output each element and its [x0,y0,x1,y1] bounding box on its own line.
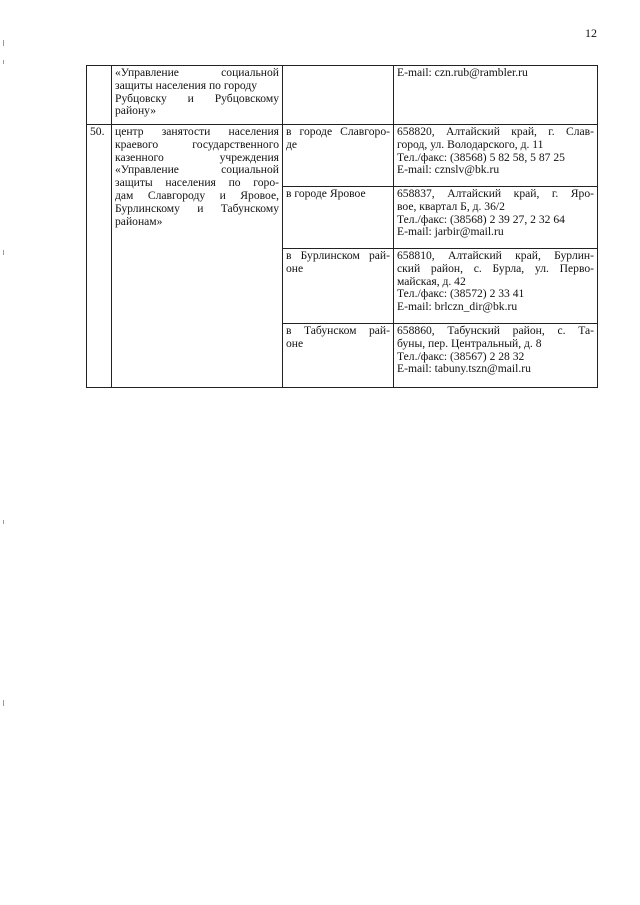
row-number-cell [87,66,112,125]
address-line: 658820, Алтайский край, г. Слав- [397,125,594,138]
area-cell [283,187,394,249]
address-line: 658837, Алтайский край, г. Яро- [397,187,594,200]
area-line: в городе Славгоро- [286,125,390,138]
organization-line: защиты населения по городу [115,78,258,92]
email-line: E-mail: brlczn_dir@bk.ru [397,300,518,314]
area-cell [283,324,394,388]
scan-artifact-mark [3,520,4,524]
page-number: 12 [585,26,597,40]
organization-line: району» [115,104,157,118]
address-line: 658810, Алтайский край, Бурлин- [397,249,594,262]
row-number-cell: 50. [87,125,112,388]
area-line: в Бурлинском рай- [286,249,390,262]
scan-artifact-mark [3,700,4,706]
organization-line: центр занятости населения [115,125,279,138]
address-line: буны, пер. Центральный, д. 8 [397,336,542,350]
organization-cell [112,125,283,388]
phone-line: Тел./факс: (38568) 5 82 58, 5 87 25 [397,150,565,164]
scan-artifact-mark [3,60,4,64]
area-line: в городе Яровое [286,187,366,200]
organization-line: дам Славгороду и Яровое, [115,188,279,202]
area-cell [283,125,394,187]
phone-line: Тел./факс: (38572) 2 33 41 [397,287,525,301]
contact-cell [394,66,598,125]
area-line: оне [286,261,304,275]
regional-offices-table [86,65,598,388]
organization-line: «Управление социальной [115,163,279,177]
email-line: E-mail: czn.rub@rambler.ru [397,66,528,79]
scan-artifact-mark [3,250,4,255]
organization-line: казенного учреждения [115,150,279,164]
contact-cell [394,249,598,324]
area-cell [283,249,394,324]
address-line: город, ул. Володарского, д. 11 [397,137,544,151]
area-line: де [286,137,298,151]
email-line: E-mail: cznslv@bk.ru [397,163,500,177]
organization-line: краевого государственного [115,137,279,151]
scan-artifact-mark [3,40,4,46]
area-line: в Табунском рай- [286,324,390,337]
table-row-entry-50-slavgorod [87,125,598,187]
email-line: E-mail: tabuny.tszn@mail.ru [397,362,531,376]
organization-line: Бурлинскому и Табунскому [115,201,279,215]
address-line: майская, д. 42 [397,274,466,288]
phone-line: Тел./факс: (38567) 2 28 32 [397,349,525,363]
organization-line: защиты населения по горо- [115,176,279,190]
email-line: E-mail: jarbir@mail.ru [397,225,504,239]
phone-line: Тел./факс: (38568) 2 39 27, 2 32 64 [397,212,565,226]
address-line: ский район, с. Бурла, ул. Перво- [397,261,594,275]
area-cell [283,66,394,125]
area-line: оне [286,336,304,350]
table-row-continued [87,66,598,125]
contact-cell [394,324,598,388]
contact-cell [394,125,598,187]
organization-line: «Управление социальной [115,66,279,79]
address-line: 658860, Табунский район, с. Та- [397,324,594,337]
organization-cell [112,66,283,125]
address-line: вое, квартал Б, д. 36/2 [397,199,505,213]
organization-line: Рубцовску и Рубцовскому [115,91,279,105]
contact-cell [394,187,598,249]
organization-line: районам» [115,214,163,228]
